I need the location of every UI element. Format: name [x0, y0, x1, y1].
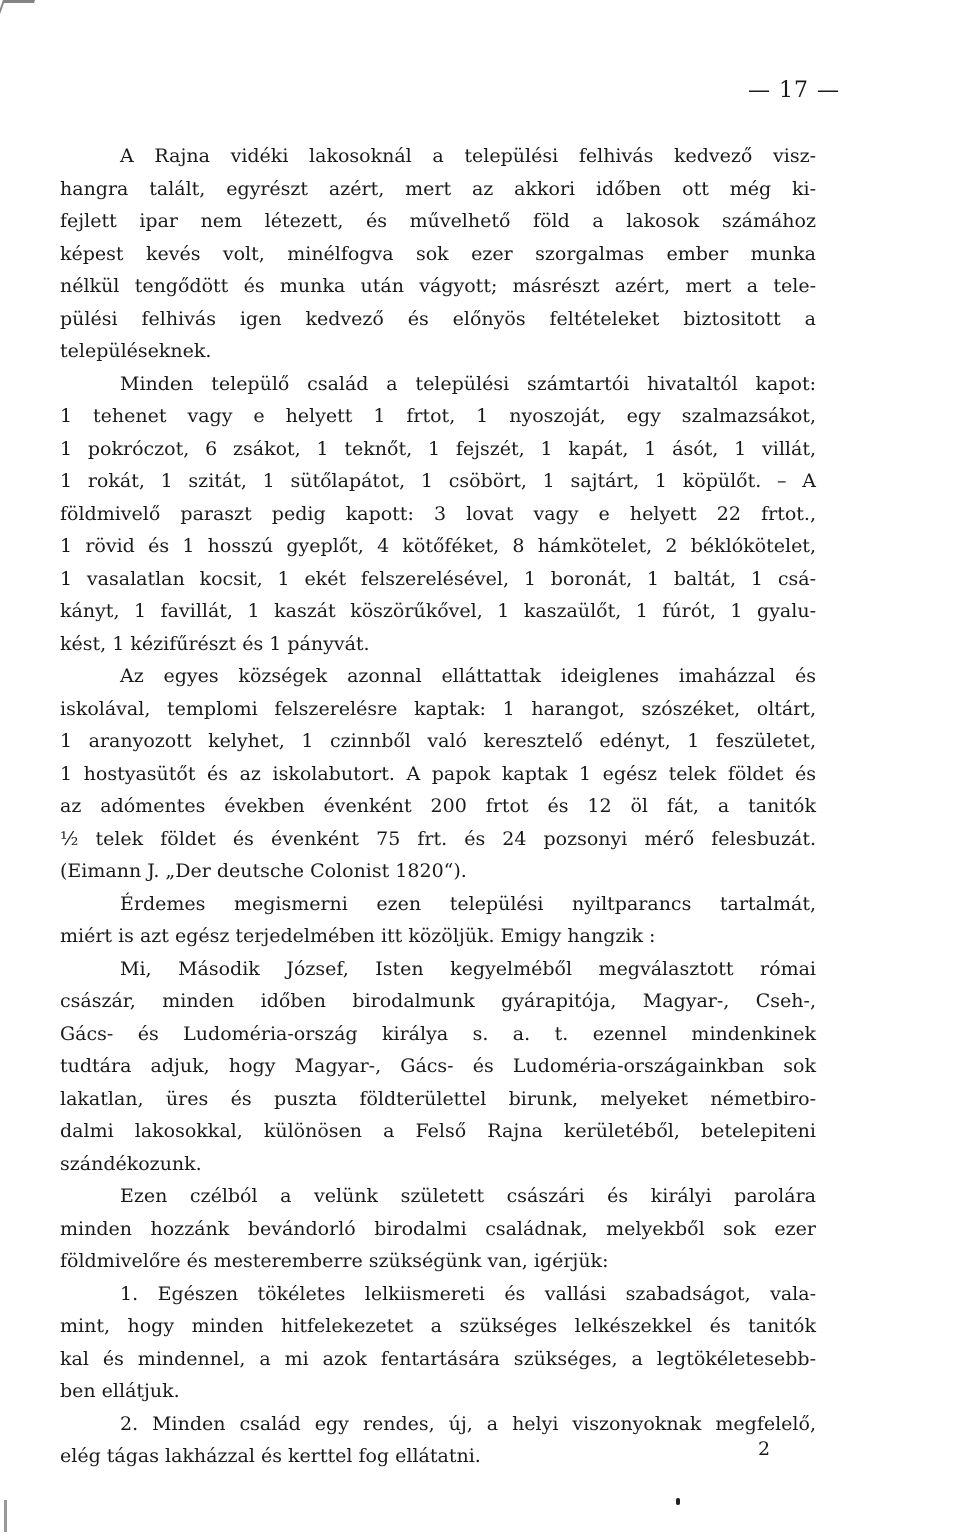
text-line: 1 rokát, 1 szitát, 1 sütőlapátot, 1 csöbört, 1 sajtárt, 1 köpülőt. – A [60, 470, 816, 492]
text-line: 1 pokróczot, 6 zsákot, 1 teknőt, 1 fejszét, 1 kapát, 1 ásót, 1 villát, [60, 437, 816, 460]
text-line: dalmi lakosokkal, különösen a Felső Rajna kerületéből, betelepiteni [60, 1120, 816, 1142]
text-line: 1 hostyasütőt és az iskolabutort. A papok kaptak 1 egész telek földet és [60, 762, 816, 785]
paragraph-2 [60, 368, 816, 661]
scan-artifact-top-left [0, 0, 35, 17]
text-line: 2. Minden család egy rendes, új, a helyi viszonyoknak megfelelő, [120, 1412, 816, 1435]
paragraph-6 [60, 1180, 816, 1278]
text-line: Minden települő család a települési számtartói hivataltól kapot: [120, 372, 816, 395]
paragraph-7 [60, 1278, 816, 1408]
text-line: Az egyes községek azonnal elláttattak ideiglenes imaházzal és [120, 665, 816, 687]
text-line: hangra talált, egyrészt azért, mert az akkori időben ott még ki- [60, 177, 816, 200]
text-line: mint, hogy minden hitfelekezetet a szükséges lelkészekkel és tanitók [60, 1315, 816, 1337]
paragraph-3 [60, 660, 816, 888]
scan-artifact-bottom-left [4, 1500, 21, 1532]
text-line: 1. Egészen tökéletes lelkiismereti és vallási szabadságot, vala- [120, 1282, 816, 1305]
paragraph-4 [60, 888, 816, 953]
signature-mark: 2 [758, 1438, 771, 1460]
paragraph-8 [60, 1408, 816, 1473]
text-line: 1 vasalatlan kocsit, 1 ekét felszerelésével, 1 boronát, 1 baltát, 1 csá- [60, 567, 816, 590]
text-line: (Eimann J. „Der deutsche Colonist 1820“). [60, 860, 467, 882]
text-line: kést, 1 kézifűrészt és 1 pányvát. [60, 632, 370, 655]
text-line: Ezen czélból a velünk született császári és királyi parolára [120, 1185, 816, 1207]
text-line: ½ telek földet és évenként 75 frt. és 24 pozsonyi mérő felesbuzát. [60, 827, 816, 850]
text-line: fejlett ipar nem létezett, és művelhető föld a lakosok számához [60, 210, 816, 232]
text-line: császár, minden időben birodalmunk gyárapitója, Magyar-, Cseh-, [60, 990, 816, 1012]
text-line: 1 rövid és 1 hosszú gyeplőt, 4 kötőféket, 8 hámkötelet, 2 béklókötelet, [60, 535, 816, 557]
text-line: miért is azt egész terjedelmében itt közöljük. Emigy hangzik : [60, 925, 656, 947]
text-line: földmivelő paraszt pedig kapott: 3 lovat vagy e helyett 22 frtot., [60, 502, 816, 525]
text-line: Mi, Második József, Isten kegyelméből megválasztott római [120, 957, 816, 980]
body-text [60, 140, 816, 1473]
page-number: — 17 — [748, 78, 840, 103]
text-line: kányt, 1 favillát, 1 kaszát köszörűkővel, 1 kaszaülőt, 1 fúrót, 1 gyalu- [60, 600, 816, 622]
text-line: A Rajna vidéki lakosoknál a települési felhivás kedvező visz- [120, 145, 816, 167]
text-line: pülési felhivás igen kedvező és előnyös feltételeket biztositott a [60, 307, 816, 330]
text-line: Gács- és Ludoméria-ország királya s. a. t. ezennel mindenkinek [60, 1022, 816, 1045]
text-line: tudtára adjuk, hogy Magyar-, Gács- és Ludoméria-országainkban sok [60, 1055, 816, 1077]
book-page [60, 0, 840, 1540]
text-line: elég tágas lakházzal és kerttel fog ellátatni. [60, 1445, 481, 1467]
text-line: iskolával, templomi felszerelésre kaptak: 1 harangot, szószéket, oltárt, [60, 697, 816, 720]
text-line: Érdemes megismerni ezen települési nyiltparancs tartalmát, [120, 892, 816, 915]
paragraph-1 [60, 140, 816, 368]
text-line: az adómentes években évenként 200 frtot és 12 öl fát, a tanitók [60, 795, 816, 817]
text-line: földmivelőre és mesteremberre szükségünk van, igérjük: [60, 1250, 609, 1272]
text-line: képest kevés volt, minélfogva sok ezer szorgalmas ember munka [60, 242, 816, 265]
text-line: ben ellátjuk. [60, 1380, 180, 1402]
text-line: lakatlan, üres és puszta földterülettel birunk, melyeket németbiro- [60, 1087, 816, 1110]
text-line: kal és mindennel, a mi azok fentartására szükséges, a legtökéletesebb- [60, 1347, 816, 1370]
text-line: településeknek. [60, 340, 212, 362]
text-line: szándékozunk. [60, 1152, 202, 1175]
text-line: minden hozzánk bevándorló birodalmi családnak, melyekből sok ezer [60, 1217, 816, 1240]
text-line: 1 aranyozott kelyhet, 1 czinnből való keresztelő edényt, 1 feszületet, [60, 730, 816, 752]
text-line: nélkül tengődött és munka után vágyott; másrészt azért, mert a tele- [60, 275, 816, 297]
paragraph-5 [60, 953, 816, 1181]
text-line: 1 tehenet vagy e helyett 1 frtot, 1 nyoszoját, egy szalmazsákot, [60, 405, 816, 427]
